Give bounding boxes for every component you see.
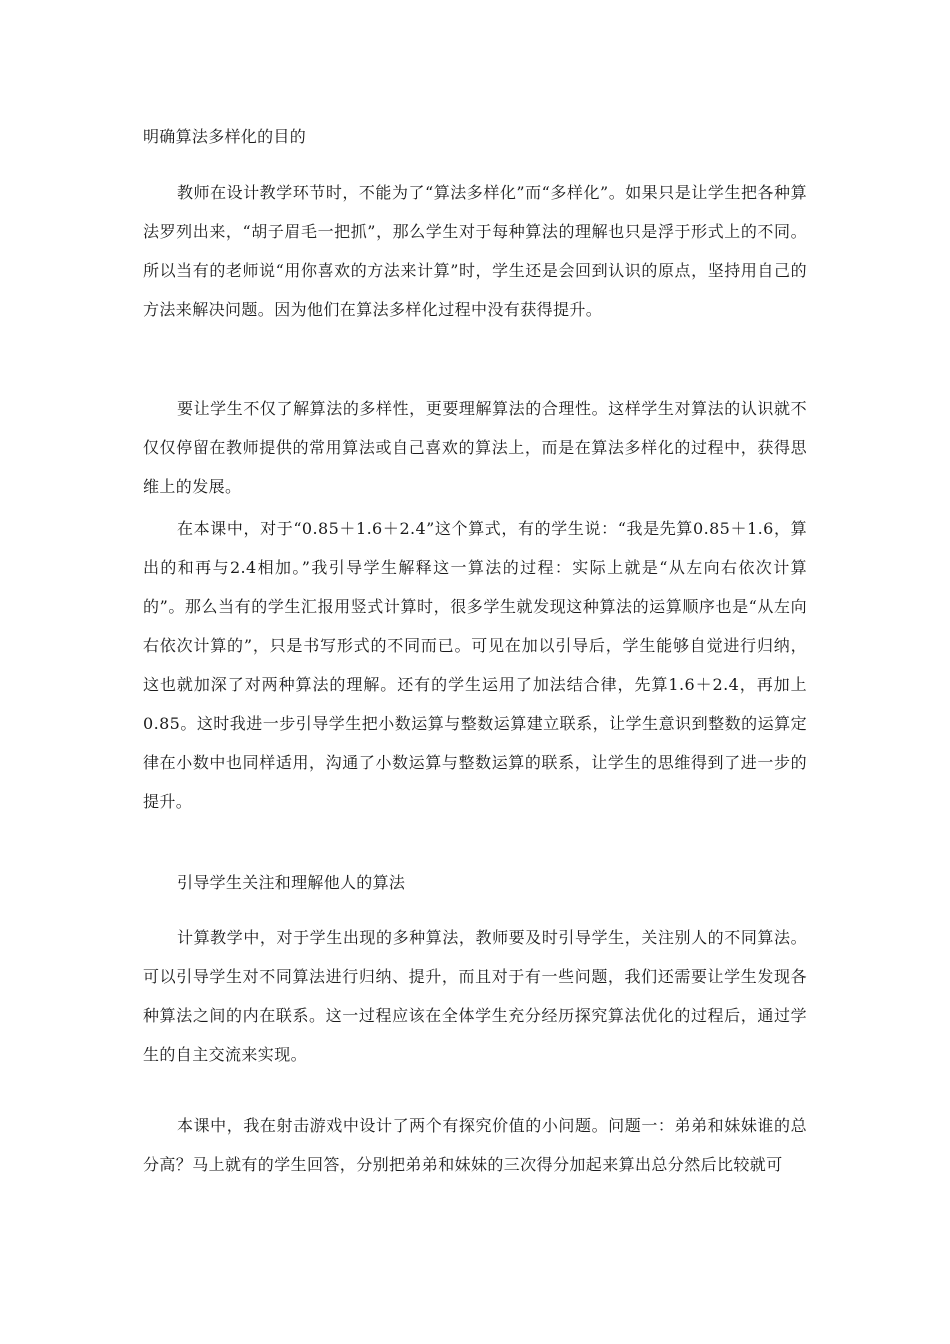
section-heading-algorithm-diversity-purpose: 明确算法多样化的目的 (143, 127, 307, 146)
paragraph: 在本课中，对于“0.85＋1.6＋2.4”这个算式，有的学生说：“我是先算0.85＋1.6，算出的和再与2.4相加。”我引导学生解释这一算法的过程：实际上就是“从左向右依次计算的”。那么当有的学生汇报用竖式计算时，很多学生就发现这种算法的运算顺序也是“从左向右依次计算的”，只是书写形式的不同而已。可见在加以引导后，学生能够自觉进行归纳，这也就加深了对两种算法的理解。还有的学生运用了加法结合律，先算1.6＋2.4，再加上0.85。这时我进一步引导学生把小数运算与整数运算建立联系，让学生意识到整数的运算定律在小数中也同样适用，沟通了小数运算与整数运算的联系，让学生的思维得到了进一步的提升。 (143, 519, 807, 811)
paragraph: 教师在设计教学环节时，不能为了“算法多样化”而“多样化”。如果只是让学生把各种算法罗列出来，“胡子眉毛一把抓”，那么学生对于每种算法的理解也只是浮于形式上的不同。所以当有的老师说“用你喜欢的方法来计算”时，学生还是会回到认识的原点，坚持用自己的方法来解决问题。因为他们在算法多样化过程中没有获得提升。 (143, 183, 807, 319)
paragraph: 要让学生不仅了解算法的多样性，更要理解算法的合理性。这样学生对算法的认识就不仅仅停留在教师提供的常用算法或自己喜欢的算法上，而是在算法多样化的过程中，获得思维上的发展。 (143, 399, 807, 496)
paragraph: 计算教学中，对于学生出现的多种算法，教师要及时引导学生，关注别人的不同算法。可以引导学生对不同算法进行归纳、提升，而且对于有一些问题，我们还需要让学生发现各种算法之间的内在联系。这一过程应该在全体学生充分经历探究算法优化的过程后，通过学生的自主交流来实现。 (143, 928, 807, 1064)
section-heading-understand-others-algorithms: 引导学生关注和理解他人的算法 (177, 873, 406, 892)
paragraph: 本课中，我在射击游戏中设计了两个有探究价值的小问题。问题一：弟弟和妹妹谁的总分高？马上就有的学生回答，分别把弟弟和妹妹的三次得分加起来算出总分然后比较就可 (143, 1116, 807, 1174)
